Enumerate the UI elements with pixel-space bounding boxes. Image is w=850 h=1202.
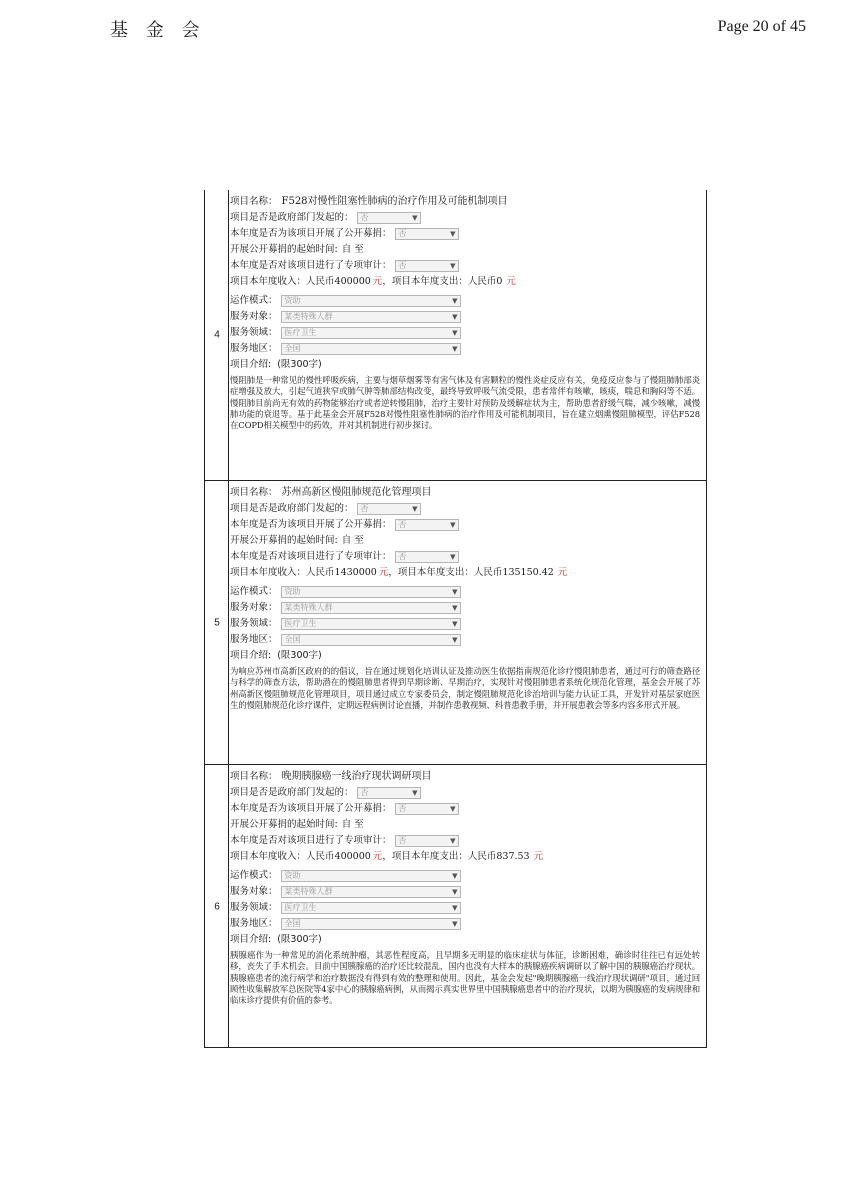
- chevron-down-icon: ▼: [450, 553, 456, 561]
- mode-value: 资助: [284, 871, 301, 880]
- intro-label: 项目介绍:: [230, 650, 272, 661]
- chevron-down-icon: ▼: [452, 888, 458, 896]
- chevron-down-icon: ▼: [450, 837, 456, 845]
- chevron-down-icon: ▼: [450, 521, 456, 529]
- project-name-line: [230, 485, 704, 501]
- target-value: 某类特殊人群: [284, 603, 333, 612]
- fundraise-time-label: 开展公开募捐的起始时间:: [230, 819, 338, 830]
- project-intro-text: 为响应苏州市高新区政府的的倡议，旨在通过规划化培训认证及推动医生依据指南规范化诊疗慢阻肺患者，通过可行的筛查路径与科学的筛查方法，帮助潜在的慢阻肺患者得到早期诊断、早期治疗，实现针对慢阻肺患者系统化规范化管理，基金会开展了苏州高新区慢阻肺规范化管理项目，项目通过成立专家委员会，制定慢阻肺规范化诊治培训与能力认证工具，开发针对基层家庭医生的慢阻肺规范化诊疗课件，定期远程病例讨论直播，并制作患教视频、科普患教手册，并开展患教会等多内容多形式开展。: [230, 666, 700, 710]
- finance-separator: ，: [382, 276, 392, 287]
- field-select[interactable]: [281, 902, 461, 914]
- project-intro-text: 胰腺癌作为一种常见的消化系统肿瘤，其恶性程度高，且早期多无明显的临床症状与体征，诊断困难，确诊时往往已有远处转移，丧失了手术机会。目前中国胰腺癌的治疗还比较混乱，国内也没有大样本的胰腺癌疾病调研以了解中国的胰腺癌治疗现状。胰腺癌患者的流行病学和治疗数据没有得到有效的整理和使用。因此，基金会发起"晚期胰腺癌一线治疗现状调研"项目，通过回顾性收集解放军总医院等4家中心的胰腺癌病例，从而揭示真实世界里中国胰腺癌患者中的治疗现状，以期为胰腺癌的发病规律和临床诊疗提供有价值的参考。: [230, 950, 700, 1006]
- mode-line: [230, 584, 704, 600]
- finance-line: [230, 849, 704, 865]
- chevron-down-icon: ▼: [412, 214, 418, 222]
- project-details: [230, 194, 704, 431]
- mode-select[interactable]: [281, 295, 461, 307]
- region-line: [230, 632, 704, 648]
- target-value: 某类特殊人群: [284, 312, 333, 321]
- income-currency: 人民币: [306, 851, 335, 862]
- income-unit: 元: [372, 851, 383, 862]
- fundraise-value: 否: [398, 229, 407, 238]
- row-number-cell: [205, 481, 229, 764]
- target-line: [230, 884, 704, 900]
- fundraise-label: 本年度是否为该项目开展了公开募捐：: [230, 519, 392, 530]
- audit-select[interactable]: [395, 551, 459, 563]
- project-row: [205, 765, 706, 1048]
- region-line: [230, 916, 704, 932]
- expense-label: 项目本年度支出：: [391, 851, 468, 862]
- fundraise-label: 本年度是否为该项目开展了公开募捐：: [230, 228, 392, 239]
- expense-unit: 元: [506, 276, 516, 287]
- finance-separator: ，: [382, 851, 392, 862]
- row-number-cell: [205, 765, 229, 1048]
- audit-label: 本年度是否对该项目进行了专项审计：: [230, 835, 392, 846]
- fundraise-select[interactable]: [395, 803, 459, 815]
- gov-initiated-label: 项目是否是政府部门发起的：: [230, 212, 354, 223]
- fundraise-select[interactable]: [395, 519, 459, 531]
- target-line: [230, 309, 704, 325]
- income-unit: 元: [378, 567, 389, 578]
- income-currency: 人民币: [306, 276, 335, 287]
- target-select[interactable]: [281, 311, 461, 323]
- gov-initiated-label: 项目是否是政府部门发起的：: [230, 787, 354, 798]
- expense-label: 项目本年度支出：: [397, 567, 474, 578]
- target-label: 服务对象：: [230, 311, 278, 322]
- income-label: 项目本年度收入：: [230, 851, 307, 862]
- chevron-down-icon: ▼: [452, 872, 458, 880]
- target-label: 服务对象：: [230, 886, 278, 897]
- gov-initiated-value: 否: [360, 504, 369, 513]
- project-name-value: F528对慢性阻塞性肺病的治疗作用及可能机制项目: [281, 196, 508, 207]
- fundraise-select[interactable]: [395, 228, 459, 240]
- project-row: [205, 190, 706, 481]
- intro-limit: (限300字): [277, 359, 322, 370]
- region-value: 全国: [284, 635, 301, 644]
- mode-label: 运作模式：: [230, 870, 278, 881]
- row-number-cell: [205, 190, 229, 480]
- field-value: 医疗卫生: [284, 619, 317, 628]
- fundraise-time-value: 自 至: [341, 535, 364, 546]
- project-intro-text: 慢阻肺是一种常见的慢性呼吸疾病，主要与烟草烟雾等有害气体及有害颗粒的慢性炎症反应有关，免疫反应参与了慢阻肺肺部炎症增强及放大，引起气道狭窄或肺气肿等肺部结构改变，最终导致呼吸气流受限，患者常伴有咳嗽，咳痰，喘息和胸闷等不适。慢阻肺目前尚无有效的药物能够治疗或者逆转慢阻肺，治疗主要针对预防及缓解症状为主，帮助患者舒缓气喘，减少咳嗽，减慢肺功能的衰退等。基于此基金会开展F528对慢性阻塞性肺病的治疗作用及可能机制项目，旨在建立烟熏慢阻肺模型，评估F528在COPD相关模型中的药效，并对其机制进行初步探讨。: [230, 375, 700, 431]
- income-label: 项目本年度收入：: [230, 567, 307, 578]
- fundraise-value: 否: [398, 804, 407, 813]
- region-value: 全国: [284, 344, 301, 353]
- chevron-down-icon: ▼: [412, 789, 418, 797]
- mode-select[interactable]: [281, 586, 461, 598]
- fundraise-time-line: [230, 817, 704, 833]
- fundraise-line: [230, 517, 704, 533]
- gov-initiated-value: 否: [360, 788, 369, 797]
- field-label: 服务领域：: [230, 902, 278, 913]
- field-select[interactable]: [281, 618, 461, 630]
- row-number: 6: [214, 901, 220, 912]
- mode-value: 资助: [284, 587, 301, 596]
- project-name-line: [230, 194, 704, 210]
- field-label: 服务领域：: [230, 618, 278, 629]
- region-line: [230, 341, 704, 357]
- income-label: 项目本年度收入：: [230, 276, 307, 287]
- field-select[interactable]: [281, 327, 461, 339]
- project-row: [205, 481, 706, 765]
- project-details: [230, 769, 704, 1006]
- foundation-header: 基 金 会: [110, 20, 206, 41]
- field-label: 服务领域：: [230, 327, 278, 338]
- mode-label: 运作模式：: [230, 295, 278, 306]
- gov-initiated-select[interactable]: [357, 503, 421, 515]
- expense-currency: 人民币: [467, 276, 497, 287]
- field-value: 医疗卫生: [284, 903, 317, 912]
- fundraise-value: 否: [398, 520, 407, 529]
- gov-initiated-select[interactable]: [357, 787, 421, 799]
- mode-value: 资助: [284, 296, 301, 305]
- expense-amount: 837.53: [496, 851, 530, 862]
- chevron-down-icon: ▼: [450, 262, 456, 270]
- intro-label: 项目介绍:: [230, 359, 272, 370]
- audit-line: [230, 833, 704, 849]
- field-line: [230, 325, 704, 341]
- gov-initiated-label: 项目是否是政府部门发起的：: [230, 503, 354, 514]
- mode-select[interactable]: [281, 870, 461, 882]
- fundraise-line: [230, 801, 704, 817]
- region-label: 服务地区：: [230, 343, 278, 354]
- region-value: 全国: [284, 919, 301, 928]
- income-amount: 400000: [334, 851, 371, 862]
- chevron-down-icon: ▼: [450, 805, 456, 813]
- target-value: 某类特殊人群: [284, 887, 333, 896]
- expense-currency: 人民币: [467, 851, 497, 862]
- target-select[interactable]: [281, 886, 461, 898]
- region-select[interactable]: [281, 918, 461, 930]
- field-line: [230, 616, 704, 632]
- income-unit: 元: [372, 276, 383, 287]
- row-number: 5: [214, 617, 220, 628]
- project-details: [230, 485, 704, 711]
- chevron-down-icon: ▼: [452, 604, 458, 612]
- chevron-down-icon: ▼: [452, 345, 458, 353]
- audit-select[interactable]: [395, 260, 459, 272]
- audit-line: [230, 258, 704, 274]
- fundraise-time-label: 开展公开募捐的起始时间:: [230, 244, 338, 255]
- intro-label: 项目介绍:: [230, 934, 272, 945]
- income-currency: 人民币: [306, 567, 335, 578]
- audit-select[interactable]: [395, 835, 459, 847]
- fundraise-line: [230, 226, 704, 242]
- finance-line: [230, 565, 704, 581]
- region-select[interactable]: [281, 634, 461, 646]
- page-number: Page 20 of 45: [717, 18, 806, 35]
- audit-value: 否: [398, 836, 407, 845]
- expense-unit: 元: [533, 851, 544, 862]
- region-select[interactable]: [281, 343, 461, 355]
- gov-initiated-value: 否: [360, 213, 369, 222]
- expense-amount: 0: [496, 276, 503, 287]
- field-line: [230, 900, 704, 916]
- target-label: 服务对象：: [230, 602, 278, 613]
- audit-value: 否: [398, 261, 407, 270]
- region-label: 服务地区：: [230, 918, 278, 929]
- income-amount: 1430000: [334, 567, 377, 578]
- field-value: 医疗卫生: [284, 328, 317, 337]
- gov-initiated-line: [230, 210, 704, 226]
- project-name-line: [230, 769, 704, 785]
- project-name-value: 晚期胰腺癌一线治疗现状调研项目: [281, 771, 432, 782]
- expense-unit: 元: [557, 567, 568, 578]
- mode-line: [230, 868, 704, 884]
- project-name-label: 项目名称：: [230, 487, 278, 498]
- project-table: [204, 190, 707, 1048]
- row-number: 4: [214, 329, 220, 341]
- intro-heading-line: [230, 932, 704, 948]
- chevron-down-icon: ▼: [452, 297, 458, 305]
- region-label: 服务地区：: [230, 634, 278, 645]
- expense-label: 项目本年度支出：: [391, 276, 468, 287]
- fundraise-time-value: 自 至: [341, 819, 364, 830]
- intro-heading-line: [230, 357, 704, 373]
- project-name-label: 项目名称：: [230, 196, 278, 207]
- fundraise-time-label: 开展公开募捐的起始时间:: [230, 535, 338, 546]
- gov-initiated-line: [230, 501, 704, 517]
- target-select[interactable]: [281, 602, 461, 614]
- finance-separator: ，: [388, 567, 398, 578]
- fundraise-label: 本年度是否为该项目开展了公开募捐：: [230, 803, 392, 814]
- intro-limit: (限300字): [277, 650, 322, 661]
- mode-label: 运作模式：: [230, 586, 278, 597]
- gov-initiated-line: [230, 785, 704, 801]
- audit-label: 本年度是否对该项目进行了专项审计：: [230, 260, 392, 271]
- chevron-down-icon: ▼: [412, 505, 418, 513]
- income-amount: 400000: [334, 276, 371, 287]
- chevron-down-icon: ▼: [452, 313, 458, 321]
- expense-currency: 人民币: [473, 567, 503, 578]
- audit-value: 否: [398, 552, 407, 561]
- finance-line: [230, 274, 704, 290]
- target-line: [230, 600, 704, 616]
- expense-amount: 135150.42: [502, 567, 554, 578]
- mode-line: [230, 293, 704, 309]
- project-name-label: 项目名称：: [230, 771, 278, 782]
- intro-limit: (限300字): [277, 934, 322, 945]
- chevron-down-icon: ▼: [452, 920, 458, 928]
- fundraise-time-line: [230, 533, 704, 549]
- chevron-down-icon: ▼: [450, 230, 456, 238]
- fundraise-time-value: 自 至: [341, 244, 364, 255]
- fundraise-time-line: [230, 242, 704, 258]
- chevron-down-icon: ▼: [452, 329, 458, 337]
- gov-initiated-select[interactable]: [357, 212, 421, 224]
- project-name-value: 苏州高新区慢阻肺规范化管理项目: [281, 487, 432, 498]
- audit-line: [230, 549, 704, 565]
- chevron-down-icon: ▼: [452, 588, 458, 596]
- audit-label: 本年度是否对该项目进行了专项审计：: [230, 551, 392, 562]
- chevron-down-icon: ▼: [452, 904, 458, 912]
- intro-heading-line: [230, 648, 704, 664]
- chevron-down-icon: ▼: [452, 636, 458, 644]
- chevron-down-icon: ▼: [452, 620, 458, 628]
